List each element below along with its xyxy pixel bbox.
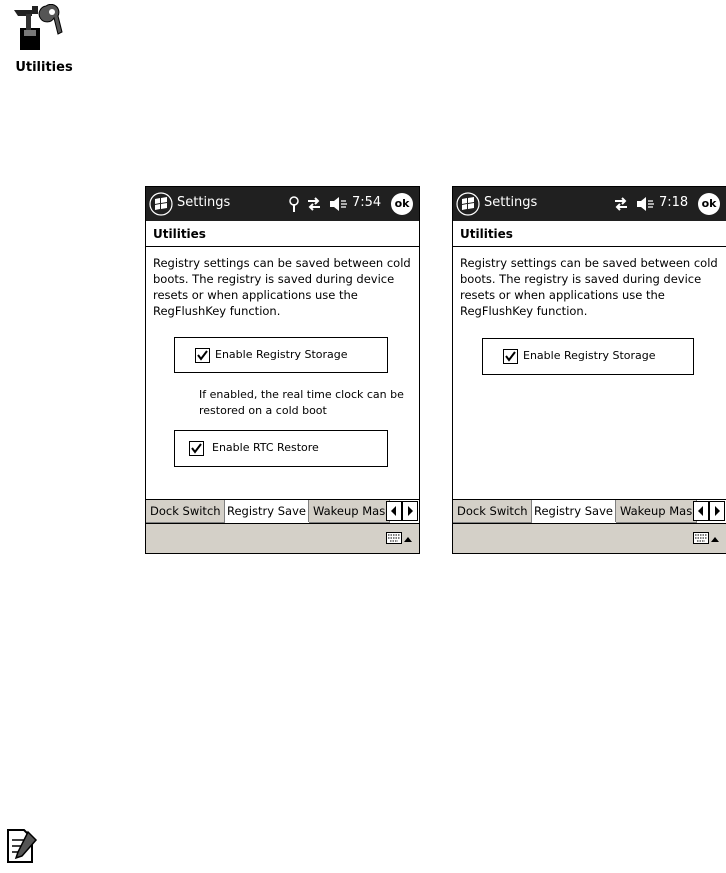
tab-wakeup-mask[interactable]: Wakeup Mas: [309, 500, 390, 523]
tab-bar: [146, 499, 419, 524]
utilities-tools-icon: [12, 4, 68, 56]
arrow-right-icon: [403, 502, 417, 520]
checkmark-icon: [504, 350, 517, 363]
checkmark-icon: [190, 442, 203, 455]
tab-scroll-right-button[interactable]: [709, 501, 725, 521]
menu-bar: [146, 523, 419, 554]
note-pencil-icon: [2, 826, 38, 866]
antenna-icon[interactable]: [288, 196, 300, 212]
description-text: Registry settings can be saved between cold boots. The registry is saved during device resets or when applications use the RegFlushKey function.: [460, 256, 718, 318]
tab-dock-switch[interactable]: Dock Switch: [146, 500, 225, 523]
rtc-note-text: If enabled, the real time clock can be restored on a cold boot: [199, 388, 404, 417]
input-panel-arrow-icon[interactable]: [404, 537, 412, 542]
enable-rtc-restore-label[interactable]: Enable RTC Restore: [212, 441, 319, 454]
ok-button[interactable]: ok: [391, 193, 413, 215]
title-bar: [453, 187, 726, 221]
tab-registry-save[interactable]: Registry Save: [532, 500, 616, 522]
utilities-caption: Utilities: [15, 60, 73, 75]
tab-scroll-left-button[interactable]: [693, 501, 709, 521]
page-title: Utilities: [153, 227, 206, 241]
page-title: Utilities: [460, 227, 513, 241]
tab-dock-switch[interactable]: Dock Switch: [453, 500, 532, 523]
tab-bar: [453, 499, 726, 524]
rtc-restore-group: [174, 430, 388, 467]
registry-storage-group: [174, 337, 388, 373]
divider: [453, 246, 726, 247]
pocketpc-screen-2: [452, 186, 726, 554]
start-menu-icon[interactable]: [456, 192, 480, 216]
enable-rtc-restore-checkbox[interactable]: [189, 441, 204, 456]
app-title: Settings: [177, 195, 231, 210]
divider: [146, 246, 419, 247]
clock[interactable]: 7:18: [659, 195, 689, 210]
title-bar: [146, 187, 419, 221]
connectivity-icon[interactable]: [306, 196, 322, 212]
arrow-right-icon: [710, 502, 724, 520]
app-title: Settings: [484, 195, 538, 210]
tab-scroll-right-button[interactable]: [402, 501, 418, 521]
description-text: Registry settings can be saved between cold boots. The registry is saved during device resets or when applications use the RegFlushKey function.: [153, 256, 411, 318]
enable-registry-storage-checkbox[interactable]: [503, 349, 518, 364]
connectivity-icon[interactable]: [613, 196, 629, 212]
keyboard-icon[interactable]: [693, 532, 709, 544]
speaker-icon[interactable]: [328, 196, 348, 212]
registry-storage-group: [482, 338, 694, 375]
input-panel-arrow-icon[interactable]: [711, 537, 719, 542]
pocketpc-screen-1: [145, 186, 420, 554]
arrow-left-icon: [387, 502, 401, 520]
menu-bar: [453, 523, 726, 554]
arrow-left-icon: [694, 502, 708, 520]
checkmark-icon: [196, 349, 209, 362]
keyboard-icon[interactable]: [386, 532, 402, 544]
tab-wakeup-mask[interactable]: Wakeup Mas: [616, 500, 697, 523]
start-menu-icon[interactable]: [149, 192, 173, 216]
enable-registry-storage-label[interactable]: Enable Registry Storage: [215, 348, 348, 361]
utilities-section-icon: [8, 4, 74, 74]
clock[interactable]: 7:54: [352, 195, 382, 210]
enable-registry-storage-checkbox[interactable]: [195, 348, 210, 363]
enable-registry-storage-label[interactable]: Enable Registry Storage: [523, 349, 656, 362]
tab-scroll-left-button[interactable]: [386, 501, 402, 521]
ok-button[interactable]: ok: [698, 193, 720, 215]
tab-registry-save[interactable]: Registry Save: [225, 500, 309, 522]
speaker-icon[interactable]: [635, 196, 655, 212]
